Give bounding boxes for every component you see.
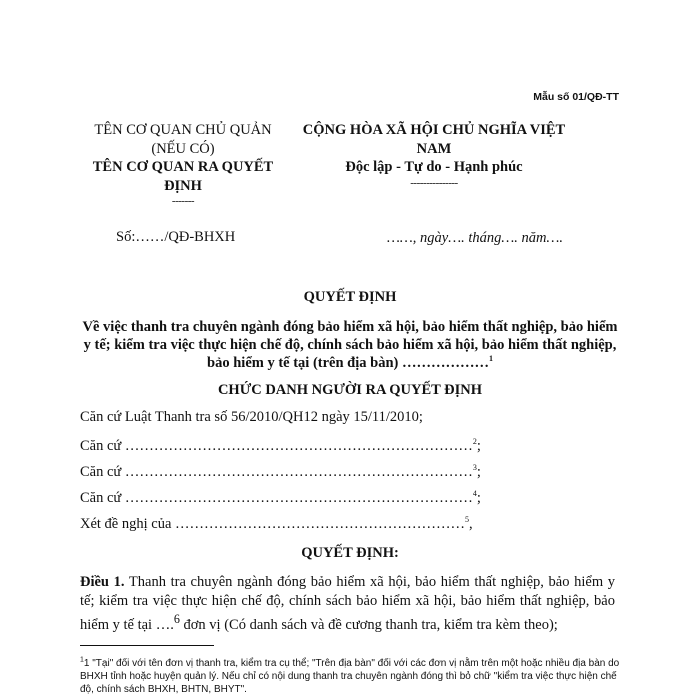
proposal-line: Xét đề nghị của ……………………………………………………$^5$, (80, 515, 473, 532)
issuing-agency-name: TÊN CƠ QUAN RA QUYẾT ĐỊNH (92, 159, 274, 194)
footnote-text: 1 "Tại" đối với tên đơn vị thanh tra, kiểm tra cụ thể; "Trên địa bàn" đối với các đơn vị nằm trên một hoặc nhiều địa bàn do BHXH tỉnh hoặc huyện quản lý. Nếu chỉ có nội dung thanh tra chuyên ngành đóng thì bỏ chữ "kiểm tra việc thực hiện chế độ, chính sách BHXH, BHTN, BHYT". (80, 658, 620, 695)
left-header (78, 121, 288, 207)
legal-basis-line: Căn cứ ………………………………………………………………$^3$; (80, 463, 481, 480)
national-motto: Độc lập - Tự do - Hạnh phúc (345, 159, 523, 175)
subject-text: Về việc thanh tra chuyên ngành đóng bảo hiểm xã hội, bảo hiểm thất nghiệp, bảo hiểm y tế; kiểm tra việc thực hiện chế độ, chính sách bảo hiểm xã hội, bảo hiểm thất nghiệp, bảo hiểm y tế tại (trên địa bàn) ……………… (82, 319, 618, 371)
article-1-text: Thanh tra chuyên ngành đóng bảo hiểm xã hội, bảo hiểm thất nghiệp, bảo hiểm y tế; kiểm tra việc thực hiện chế độ, chính sách bảo hiểm xã hội, bảo hiểm thất nghiệp, bảo hiểm y tế tại …. (80, 574, 616, 633)
article-1-label: Điều 1. (80, 574, 125, 590)
legal-basis-line: Căn cứ Luật Thanh tra số 56/2010/QH12 ngày 15/11/2010; (80, 409, 423, 425)
decision-heading: QUYẾT ĐỊNH: (301, 545, 399, 561)
right-header-rule: --------------- (410, 176, 458, 189)
article-1-footnote-ref: 6 (173, 612, 180, 626)
legal-basis-line: Căn cứ ………………………………………………………………$^2$; (80, 437, 481, 454)
article-1: Điều 1. Thanh tra chuyên ngành đóng bảo hiểm xã hội, bảo hiểm thất nghiệp, bảo hiểm y tế; kiểm tra việc thực hiện chế độ, chính sách bảo hiểm xã hội, bảo hiểm thất nghiệp, bảo hiểm y tế tại ….$^6$ đơn vị (Có danh sách và đề cương thanh tra, kiểm tra kèm theo); (80, 574, 616, 633)
footnote (80, 657, 630, 696)
decision-number: Số:……/QĐ-BHXH (116, 229, 236, 245)
decision-subject (80, 318, 620, 372)
subject-footnote-ref: 1 (488, 354, 493, 364)
parent-agency-name: TÊN CƠ QUAN CHỦ QUẢN (NẾU CÓ) (94, 122, 272, 157)
decision-title: QUYẾT ĐỊNH (303, 289, 397, 305)
form-code: Mẫu số 01/QĐ-TT (533, 91, 619, 103)
left-header-rule: ------- (171, 195, 195, 207)
country-name: CỘNG HÒA XÃ HỘI CHỦ NGHĨA VIỆT NAM (302, 122, 566, 157)
right-header (284, 121, 584, 189)
footnote-mark: 1 (80, 656, 84, 664)
signer-title: CHỨC DANH NGƯỜI RA QUYẾT ĐỊNH (217, 382, 483, 398)
footnote-separator (80, 645, 214, 646)
place-date-line: ……, ngày…. tháng…. năm…. (387, 230, 564, 246)
legal-basis-line: Căn cứ ………………………………………………………………$^4$; (80, 489, 481, 506)
